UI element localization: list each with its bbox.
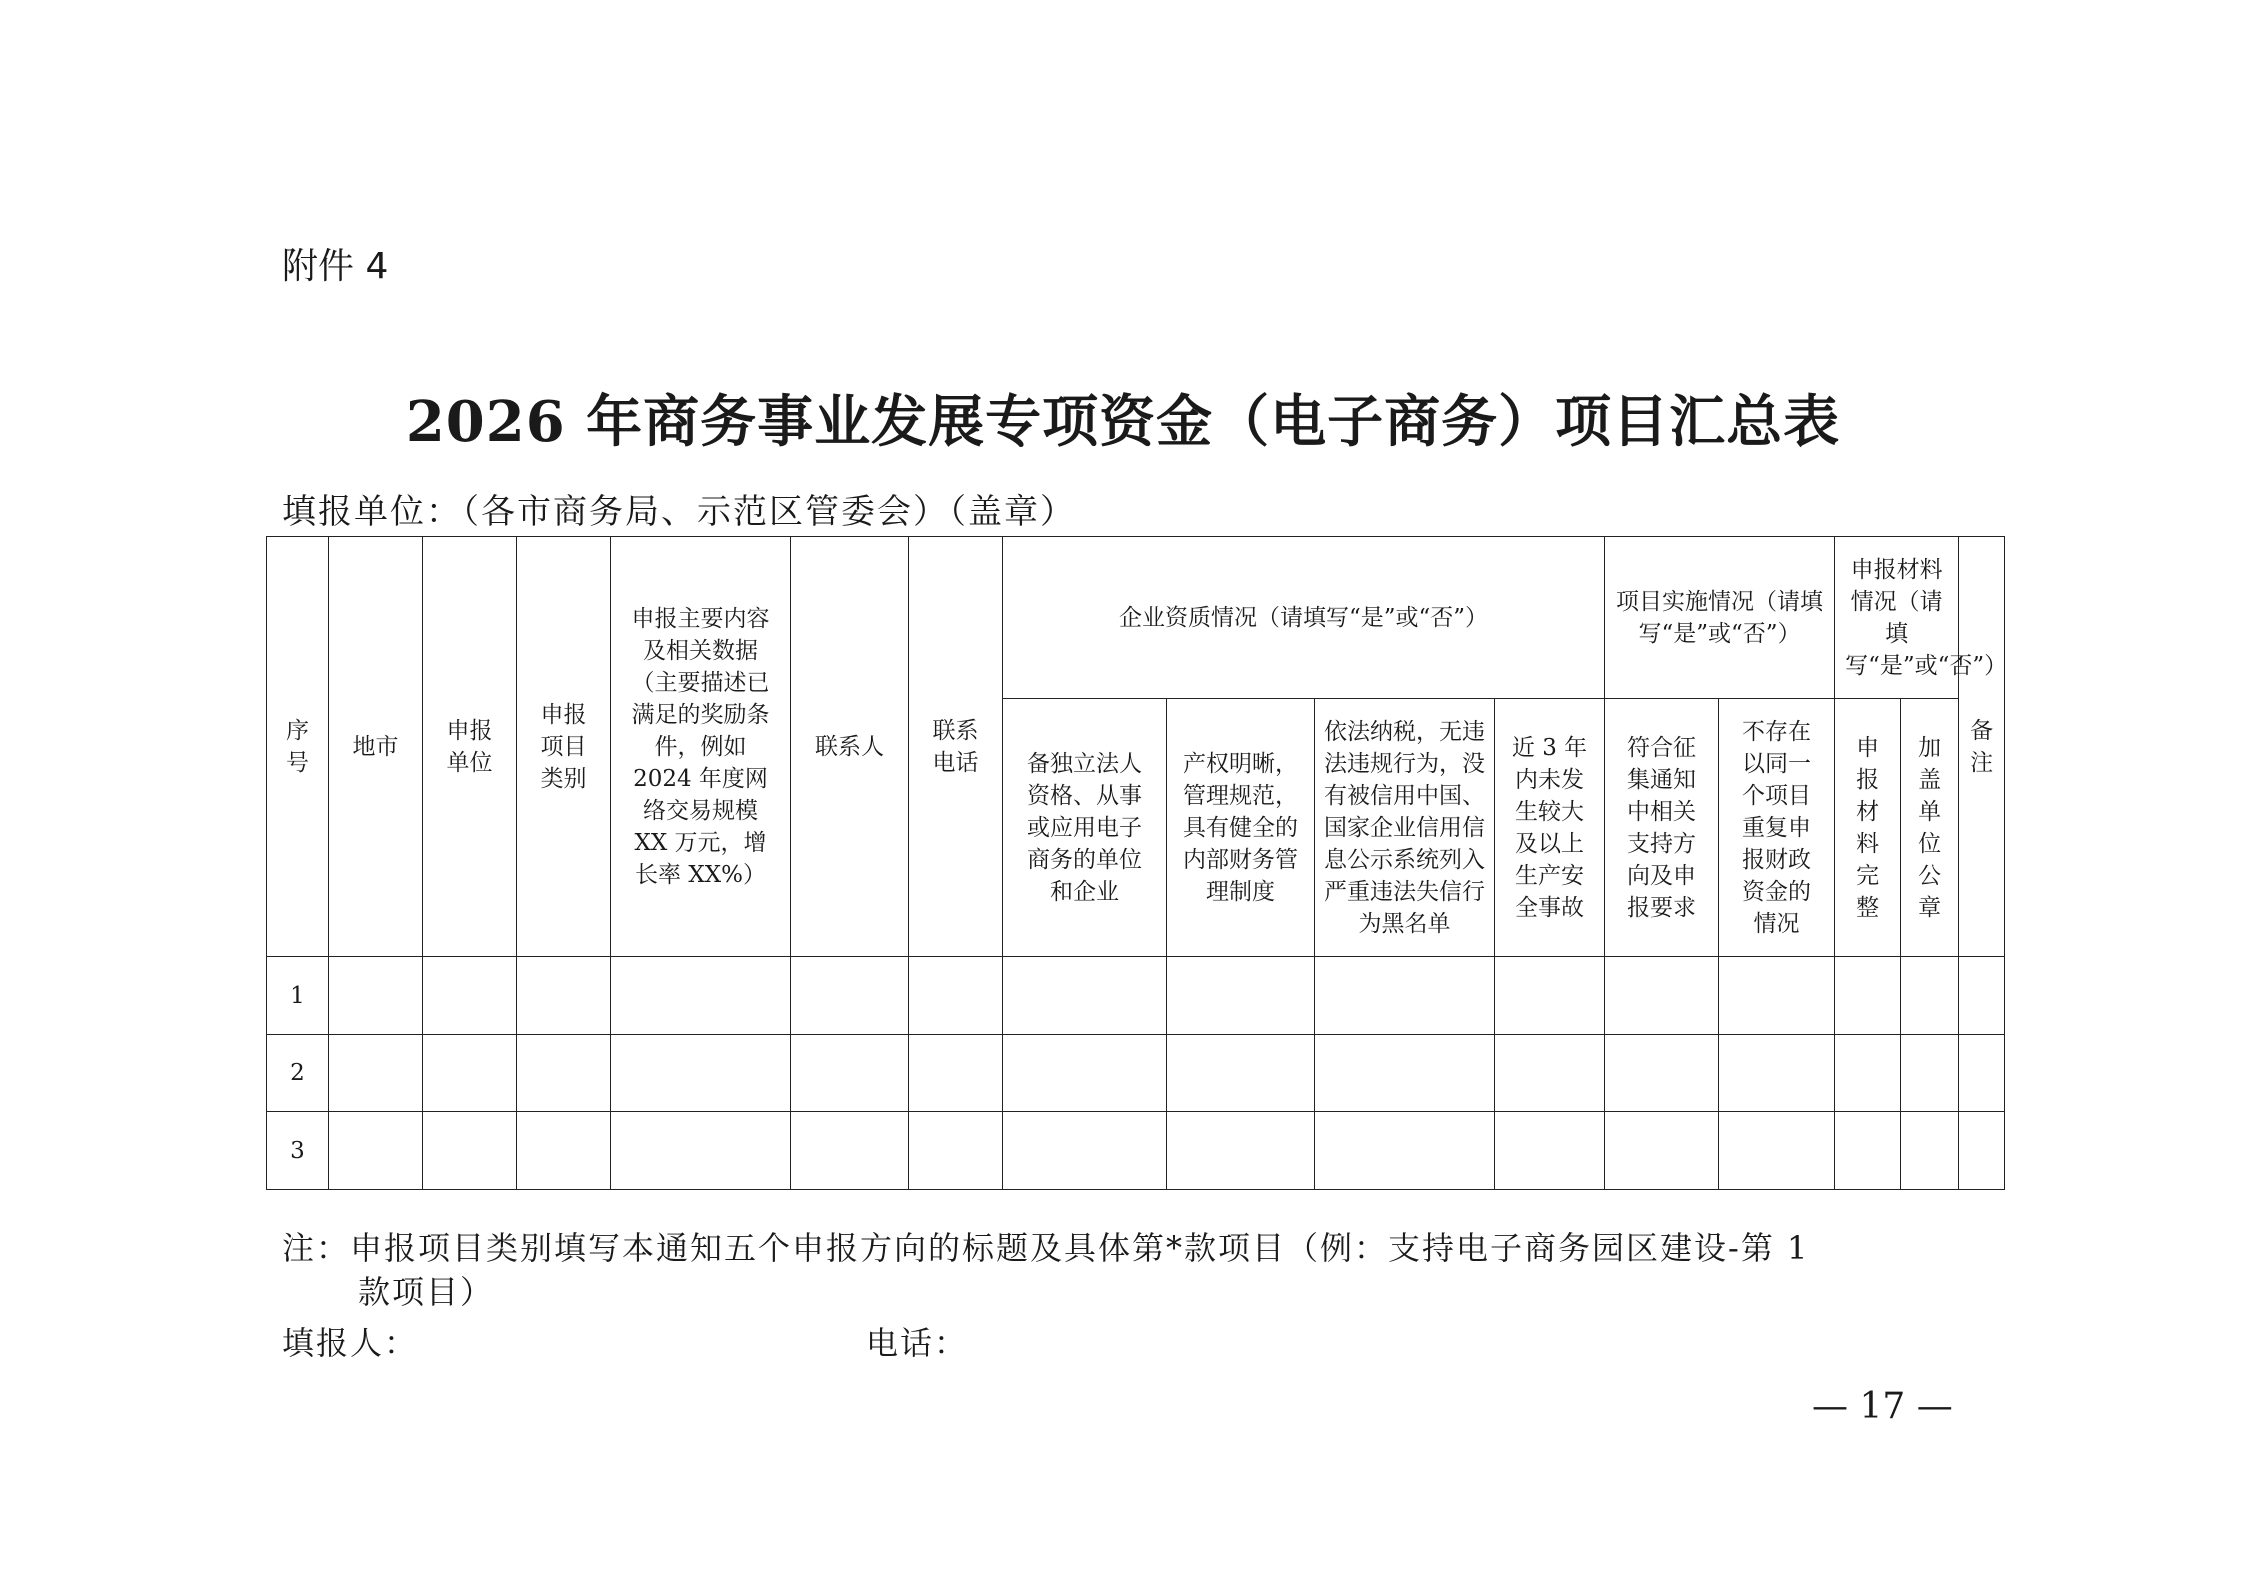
footnote-line-2: 款项目） [358,1273,495,1311]
table-cell[interactable] [1003,1035,1167,1112]
header-contact: 联系人 [791,537,909,957]
header-i-requirements: 符合征集通知中相关支持方向及申报要求 [1605,699,1719,957]
table-cell[interactable] [909,957,1003,1035]
table-cell[interactable] [1003,1112,1167,1190]
table-cell[interactable] [1167,1035,1315,1112]
table-cell[interactable] [1495,1112,1605,1190]
table-cell[interactable] [1959,957,2005,1035]
table-cell[interactable] [1605,957,1719,1035]
phone-label: 电话： [866,1324,969,1362]
table-cell[interactable] [1495,957,1605,1035]
table-row [267,1035,2005,1112]
header-m-seal: 加盖单位公章 [1901,699,1959,957]
table-cell[interactable] [611,957,791,1035]
table-cell[interactable] [517,1035,611,1112]
reporting-unit: 填报单位：（各市商务局、示范区管委会）（盖章） [282,492,1076,532]
table-cell[interactable] [1315,957,1495,1035]
header-q-safety: 近 3 年内未发生较大及以上生产安全事故 [1495,699,1605,957]
footnote-line-1: 注：申报项目类别填写本通知五个申报方向的标题及具体第*款项目（例：支持电子商务园区建设-第 1 [282,1229,1810,1267]
table-cell[interactable] [1719,957,1835,1035]
table-cell[interactable] [1901,1112,1959,1190]
page-number: — 17 — [1812,1386,1953,1427]
table-cell[interactable] [329,1035,423,1112]
table-cell[interactable] [1901,1035,1959,1112]
header-m-complete: 申报材料完整 [1835,699,1901,957]
table-cell[interactable] [1315,1035,1495,1112]
header-i-no-duplicate: 不存在以同一个项目重复申报财政资金的情况 [1719,699,1835,957]
header-city: 地市 [329,537,423,957]
table-cell[interactable] [791,957,909,1035]
table-cell[interactable] [909,1035,1003,1112]
table-cell[interactable] [1719,1112,1835,1190]
header-qualification-group: 企业资质情况（请填写“是”或“否”） [1003,537,1605,699]
footnote [282,1226,2012,1314]
table-cell[interactable] [1605,1112,1719,1190]
table-cell[interactable] [1167,957,1315,1035]
row-number: 2 [267,1035,329,1112]
table-cell[interactable] [423,1035,517,1112]
attachment-label: 附件 4 [282,246,389,287]
table-cell[interactable] [791,1035,909,1112]
table-cell[interactable] [791,1112,909,1190]
table-row [267,1112,2005,1190]
table-cell[interactable] [909,1112,1003,1190]
header-q-management: 产权明晰，管理规范，具有健全的内部财务管理制度 [1167,699,1315,957]
table-cell[interactable] [517,957,611,1035]
table-cell[interactable] [1495,1035,1605,1112]
document-title: 2026 年商务事业发展专项资金（电子商务）项目汇总表 [405,389,1841,455]
header-q-tax-credit: 依法纳税，无违法违规行为，没有被信用中国、国家企业信用信息公示系统列入严重违法失信行为黑名单 [1315,699,1495,957]
table-cell[interactable] [1835,1112,1901,1190]
table-cell[interactable] [517,1112,611,1190]
table-cell[interactable] [1167,1112,1315,1190]
table-cell[interactable] [1315,1112,1495,1190]
header-applicant: 申报单位 [423,537,517,957]
header-q-legal-entity: 备独立法人资格、从事或应用电子商务的单位和企业 [1003,699,1167,957]
table-cell[interactable] [1959,1035,2005,1112]
header-phone: 联系电话 [909,537,1003,957]
header-implementation-group: 项目实施情况（请填写“是”或“否”） [1605,537,1835,699]
table-cell[interactable] [1959,1112,2005,1190]
header-content: 申报主要内容及相关数据（主要描述已满足的奖励条件，例如 2024 年度网络交易规模 XX 万元，增长率 XX%） [611,537,791,957]
row-number: 1 [267,957,329,1035]
table-cell[interactable] [1719,1035,1835,1112]
header-remark: 备注 [1959,537,2005,957]
table-cell[interactable] [1835,1035,1901,1112]
table-cell[interactable] [1835,957,1901,1035]
table-cell[interactable] [423,1112,517,1190]
table-cell[interactable] [423,957,517,1035]
summary-table [266,536,2008,1190]
table-cell[interactable] [329,1112,423,1190]
table-cell[interactable] [611,1035,791,1112]
filler-label: 填报人： [282,1324,419,1362]
header-category: 申报项目类别 [517,537,611,957]
header-materials-group: 申报材料情况（请填写“是”或“否”） [1835,537,1959,699]
header-seq: 序号 [267,537,329,957]
table-cell[interactable] [1605,1035,1719,1112]
table-cell[interactable] [611,1112,791,1190]
table-cell[interactable] [1003,957,1167,1035]
table-row [267,957,2005,1035]
table-cell[interactable] [329,957,423,1035]
table-cell[interactable] [1901,957,1959,1035]
row-number: 3 [267,1112,329,1190]
